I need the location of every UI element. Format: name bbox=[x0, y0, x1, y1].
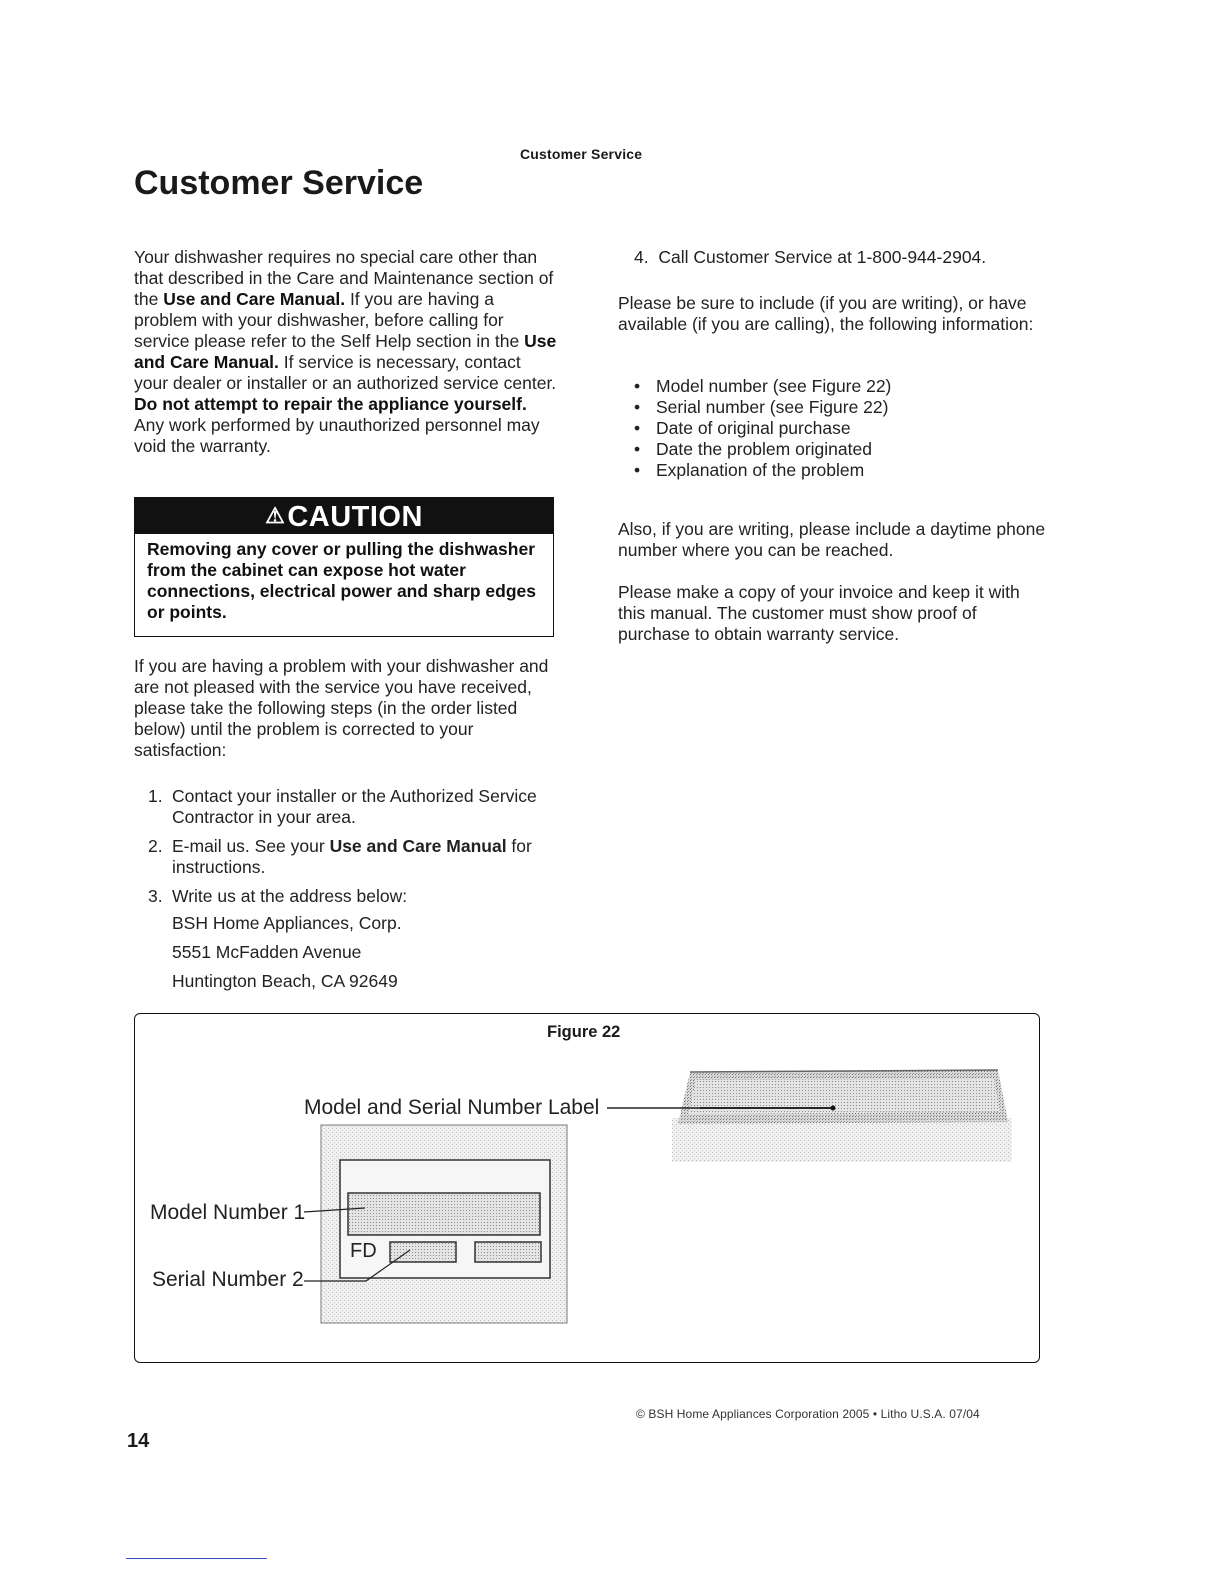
footer-rule bbox=[126, 1558, 267, 1559]
caution-heading: CAUTION bbox=[287, 501, 423, 533]
step-number: 2. bbox=[148, 836, 163, 856]
problem-paragraph: If you are having a problem with your dishwasher and are not pleased with the service you have received, please take the following steps (in the order listed below) until the problem is corrected to your satisfaction: bbox=[134, 656, 549, 760]
list-item: • Explanation of the problem bbox=[632, 460, 891, 481]
step-number: 3. bbox=[148, 886, 163, 906]
dishwasher-illustration bbox=[672, 1070, 1012, 1162]
include-paragraph: Please be sure to include (if you are writing), or have available (if you are calling), the following information: bbox=[618, 293, 1034, 334]
serial-number-label: Serial Number 2 bbox=[152, 1268, 304, 1291]
address-line: 5551 McFadden Avenue bbox=[172, 942, 362, 962]
also-paragraph: Also, if you are writing, please include a daytime phone number where you can be reached. bbox=[618, 519, 1046, 560]
step-number: 1. bbox=[148, 786, 163, 806]
label-card-illustration bbox=[321, 1125, 567, 1323]
label-title: Model and Serial Number Label bbox=[304, 1096, 600, 1119]
intro-bold-2: Use and Care Manual. bbox=[134, 331, 557, 372]
step-text: for instructions. bbox=[172, 836, 532, 877]
address-line: BSH Home Appliances, Corp. bbox=[172, 913, 402, 933]
step-text: E-mail us. See your bbox=[172, 836, 330, 856]
intro-bold-3: Do not attempt to repair the appliance yourself. bbox=[134, 394, 527, 414]
address-line: Huntington Beach, CA 92649 bbox=[172, 971, 398, 991]
intro-bold-1: Use and Care Manual. bbox=[163, 289, 346, 309]
step-text: Write us at the address below: bbox=[172, 886, 408, 906]
page-title: Customer Service bbox=[134, 164, 424, 202]
page-number: 14 bbox=[127, 1430, 150, 1452]
list-item: • Serial number (see Figure 22) bbox=[632, 397, 891, 418]
list-item: • Date the problem originated bbox=[632, 439, 891, 460]
label-pointer-dot bbox=[831, 1106, 836, 1111]
model-number-label: Model Number 1 bbox=[150, 1201, 306, 1224]
intro-text-4: Any work performed by unauthorized personnel may void the warranty. bbox=[134, 415, 540, 456]
step-bold-text: Use and Care Manual bbox=[329, 836, 507, 856]
intro-text-1: Your dishwasher requires no special care other than that described in the Care and Maintenance section of the bbox=[134, 247, 554, 309]
caution-text: Removing any cover or pulling the dishwasher from the cabinet can expose hot water connections, electrical power and sharp edges or points. bbox=[147, 539, 537, 622]
step-text: Contact your installer or the Authorized Service Contractor in your area. bbox=[172, 786, 537, 827]
running-header: Customer Service bbox=[520, 146, 643, 162]
list-item: • Model number (see Figure 22) bbox=[632, 376, 891, 397]
figure-title: Figure 22 bbox=[547, 1023, 621, 1041]
intro-text-3: If service is necessary, contact your dealer or installer or an authorized service center. bbox=[134, 352, 557, 393]
fd-prefix: FD bbox=[350, 1240, 377, 1262]
step-text: Call Customer Service at 1-800-944-2904. bbox=[658, 247, 987, 267]
copy-paragraph: Please make a copy of your invoice and keep it with this manual. The customer must show proof of purchase to obtain warranty service. bbox=[618, 582, 1020, 644]
list-item: • Date of original purchase bbox=[632, 418, 891, 439]
warning-triangle-icon: ⚠ bbox=[265, 503, 286, 528]
copyright-line: © BSH Home Appliances Corporation 2005 • Litho U.S.A. 07/04 bbox=[636, 1407, 980, 1421]
intro-text-2: If you are having a problem with your dishwasher, before calling for service please refer to the Self Help section in the bbox=[134, 289, 525, 351]
step-number: 4. bbox=[634, 247, 649, 267]
